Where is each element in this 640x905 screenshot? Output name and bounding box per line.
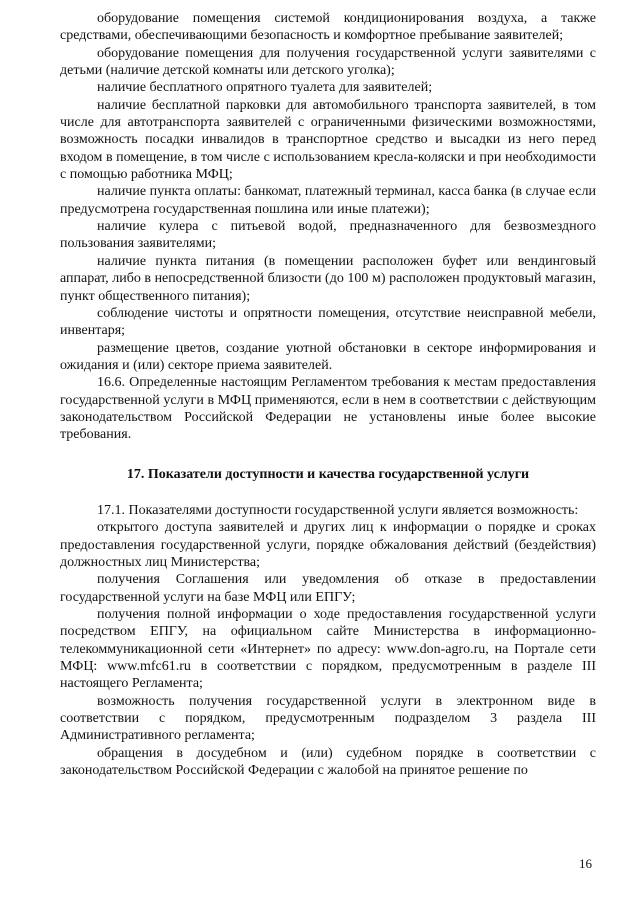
paragraph-children-room: оборудование помещения для получения государственной услуги заявителями с детьми (наличие детской комнаты или детского уголка); — [60, 45, 596, 79]
paragraph-electronic-service: возможность получения государственной услуги в электронном виде в соответствии с порядком, предусмотренным подразделом 3 раздела III Административного регламента; — [60, 693, 596, 744]
paragraph-parking: наличие бесплатной парковки для автомобильного транспорта заявителей, в том числе для автотранспорта заявителей с ограниченными физическими возможностями, возможность посадки инвалидов в транспортное средство и высадки из него перед входом в помещение, в том числе с использованием кресла-коляски и при необходимости с помощью работника МФЦ; — [60, 97, 596, 183]
paragraph-appeal: обращения в досудебном и (или) судебном порядке в соответствии с законодательством Российской Федерации с жалобой на принятое решение по — [60, 745, 596, 779]
paragraph-flowers: размещение цветов, создание уютной обстановки в секторе информирования и ожидания и (или) секторе приема заявителей. — [60, 340, 596, 373]
paragraph-water-cooler: наличие кулера с питьевой водой, предназначенного для безвозмездного пользования заявителями; — [60, 219, 596, 252]
paragraph-air-conditioning: оборудование помещения системой кондиционирования воздуха, а также средствами, обеспечивающими безопасность и комфортное пребывание заявителей; — [60, 11, 596, 44]
paragraph-payment-point: наличие пункта оплаты: банкомат, платежный терминал, касса банка (в случае если предусмотрена государственная пошлина или иные платежи); — [60, 184, 596, 217]
page-number: 16 — [579, 856, 592, 871]
document-page — [60, 10, 596, 779]
paragraph-toilet: наличие бесплатного опрятного туалета для заявителей; — [97, 80, 433, 96]
paragraph-full-information: получения полной информации о ходе предоставления государственной услуги посредством ЕПГУ, на официальном сайте Министерства в информационно-телекоммуникационной сети «Интернет» по адресу: www.don-agro.ru, на Портале сети МФЦ: www.mfc61.ru в соответствии с порядком, предусмотренным в разделе III настоящего Регламента; — [60, 607, 596, 692]
paragraph-16-6: 16.6. Определенные настоящим Регламентом требования к местам предоставления государственной услуги в МФЦ применяются, если в нем в соответствии с действующим законодательством Российской Федерации не установлены иные более высокие требования. — [60, 375, 596, 443]
paragraph-agreement: получения Соглашения или уведомления об отказе в предоставлении государственной услуги на базе МФЦ или ЕПГУ; — [60, 572, 596, 605]
paragraph-17-1: 17.1. Показателями доступности государственной услуги является возможность: — [97, 502, 579, 518]
section-heading-17: 17. Показатели доступности и качества государственной услуги — [126, 466, 530, 482]
paragraph-open-access: открытого доступа заявителей и других лиц к информации о порядке и сроках предоставления государственной услуги, порядке обжалования действий (бездействия) должностных лиц Министерства; — [60, 520, 596, 570]
paragraph-food-point: наличие пункта питания (в помещении расположен буфет или вендинговый аппарат, либо в непосредственной близости (до 100 м) расположен продуктовый магазин, пункт общественного питания); — [60, 253, 596, 304]
paragraph-cleanliness: соблюдение чистоты и опрятности помещения, отсутствие неисправной мебели, инвентаря; — [60, 305, 596, 339]
